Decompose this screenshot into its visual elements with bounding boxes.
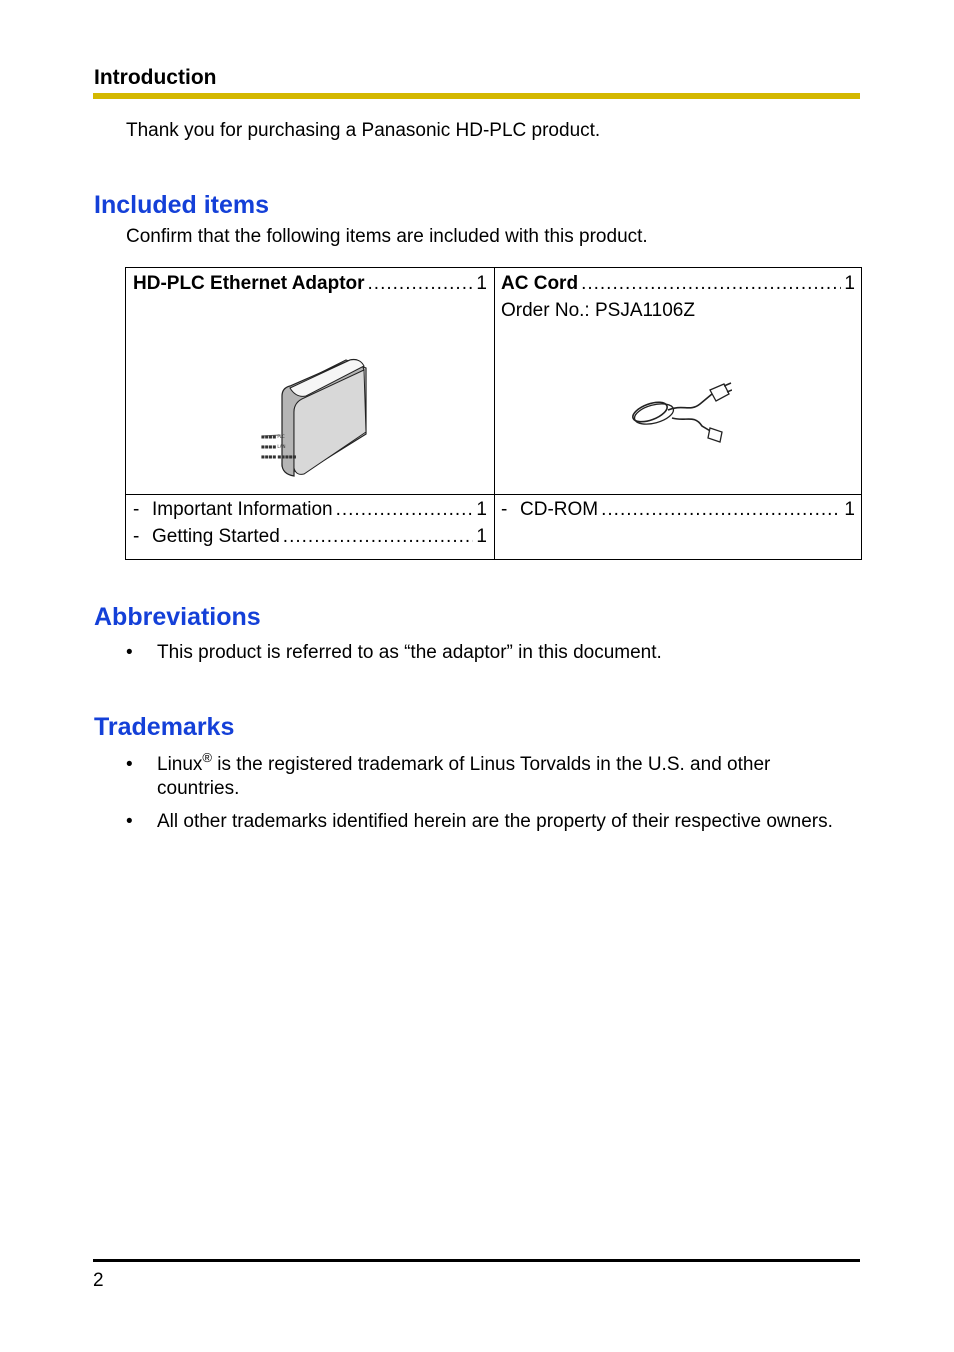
bullet-icon: • <box>126 642 133 663</box>
included-items-table <box>125 267 862 560</box>
document-qty: 1 <box>476 526 487 547</box>
ac-cord-illustration <box>628 382 732 444</box>
ac-cord-qty: 1 <box>844 273 855 294</box>
adaptor-qty: 1 <box>476 273 487 294</box>
table-divider-vertical <box>494 268 495 559</box>
cdrom-name: CD-ROM <box>520 499 599 520</box>
table-divider-horizontal <box>126 494 861 495</box>
svg-text:■■■■ PLC: ■■■■ PLC <box>261 434 285 439</box>
ac-cord-order-number: Order No.: PSJA1106Z <box>501 300 695 321</box>
document-leader <box>283 523 474 550</box>
document-leader <box>336 496 474 523</box>
ac-cord-row <box>501 270 855 297</box>
included-items-heading: Included items <box>94 191 270 219</box>
abbreviations-heading: Abbreviations <box>94 603 261 631</box>
document-qty: 1 <box>476 499 487 520</box>
trademark-other-text: All other trademarks identified herein are the property of their respective owners. <box>157 811 833 832</box>
trademark-linux-text <box>157 750 837 801</box>
cdrom-row <box>501 496 855 523</box>
bullet-icon: • <box>126 754 133 775</box>
cdrom-qty: 1 <box>844 499 855 520</box>
adaptor-leader <box>368 270 474 297</box>
header-rule <box>93 93 860 99</box>
ac-cord-cell <box>501 270 855 492</box>
documents-cell <box>133 496 487 556</box>
abbreviation-text: This product is referred to as “the adaptor” in this document. <box>157 642 662 663</box>
footer-rule <box>93 1259 860 1262</box>
linux-description: is the registered trademark of Linus Torvalds in the U.S. and other countries. <box>157 754 771 799</box>
adaptor-row <box>133 270 487 297</box>
list-dash: - <box>133 526 140 547</box>
ac-cord-leader <box>581 270 841 297</box>
adaptor-name: HD-PLC Ethernet Adaptor <box>133 273 365 294</box>
header-title: Introduction <box>94 66 217 89</box>
document-row <box>133 496 487 523</box>
document-name: Important Information <box>152 499 333 520</box>
svg-text:■■■■ LAN: ■■■■ LAN <box>261 444 286 449</box>
document-row <box>133 523 487 550</box>
cdrom-cell <box>501 496 855 556</box>
trademarks-heading: Trademarks <box>94 713 235 741</box>
ethernet-adaptor-illustration <box>254 356 374 486</box>
cdrom-leader <box>601 496 841 523</box>
intro-text: Thank you for purchasing a Panasonic HD-PLC product. <box>126 120 601 141</box>
svg-text:■■■■ ■■■■■: ■■■■ ■■■■■ <box>261 454 297 459</box>
bullet-icon: • <box>126 811 133 832</box>
adaptor-cell <box>133 270 487 492</box>
registered-mark: ® <box>202 750 213 765</box>
list-dash: - <box>133 499 140 520</box>
list-dash: - <box>501 499 508 520</box>
page-number: 2 <box>93 1270 104 1291</box>
document-name: Getting Started <box>152 526 280 547</box>
included-items-lead: Confirm that the following items are included with this product. <box>126 226 648 247</box>
linux-word: Linux <box>157 754 203 775</box>
ac-cord-name: AC Cord <box>501 273 579 294</box>
